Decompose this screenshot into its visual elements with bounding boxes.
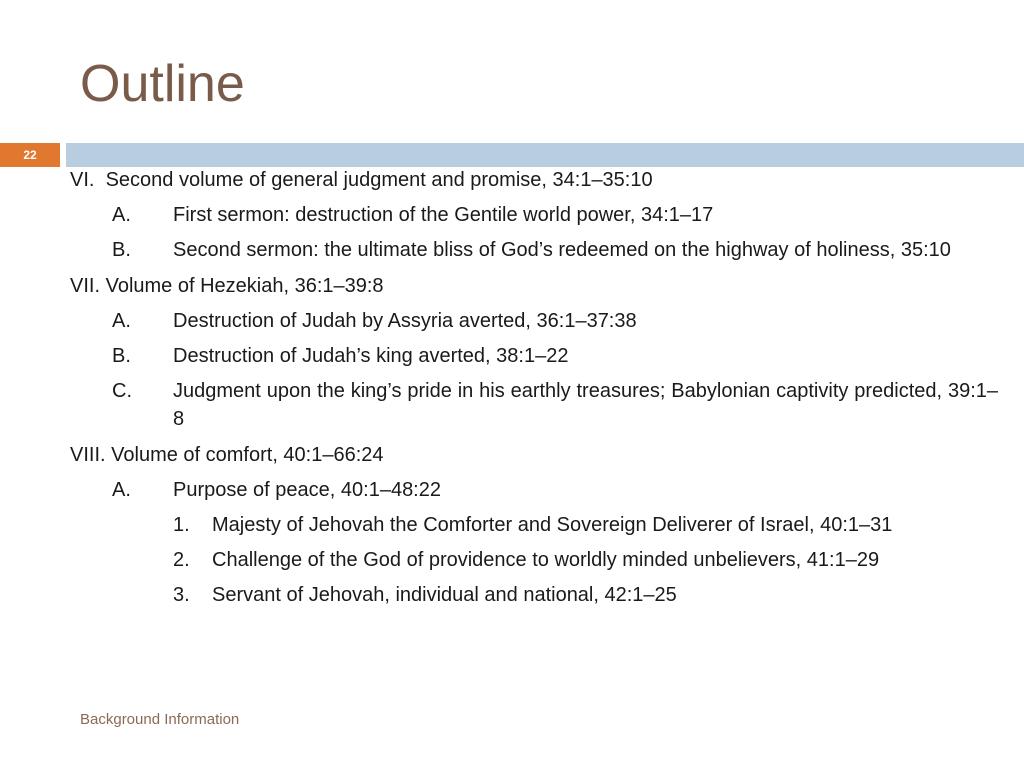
outline-text: Volume of comfort, 40:1–66:24 — [111, 444, 384, 466]
outline-label: A. — [112, 479, 131, 501]
outline-item-vi-a — [70, 201, 998, 229]
outline-item-viii-a-3 — [70, 581, 998, 609]
outline-label: B. — [112, 239, 131, 261]
outline-item-vi-b — [70, 236, 998, 264]
outline-item-vii-b — [70, 342, 998, 370]
outline-item-viii-a-1 — [70, 511, 998, 539]
outline-item-vii-a — [70, 307, 998, 335]
outline-text: Challenge of the God of providence to worldly minded unbelievers, 41:1–29 — [212, 549, 880, 571]
slide-number: 22 — [0, 143, 60, 167]
outline-label: C. — [112, 380, 132, 402]
outline-label: 3. — [173, 584, 190, 606]
outline-item-viii-a — [70, 476, 998, 504]
outline-text: Destruction of Judah’s king averted, 38:1–22 — [173, 345, 569, 367]
outline-label: A. — [112, 310, 131, 332]
outline-text: Destruction of Judah by Assyria averted, 36:1–37:38 — [173, 310, 637, 332]
outline-label: B. — [112, 345, 131, 367]
outline-text: Volume of Hezekiah, 36:1–39:8 — [105, 275, 384, 297]
outline-text: Purpose of peace, 40:1–48:22 — [173, 479, 441, 501]
outline-label: 2. — [173, 549, 190, 571]
outline-item-viii — [70, 441, 998, 469]
outline-label: A. — [112, 204, 131, 226]
slide-title: Outline — [80, 55, 245, 113]
outline-item-vii — [70, 272, 998, 300]
slide-footer: Background Information — [80, 711, 240, 728]
outline-label: VII. — [70, 275, 101, 297]
outline-list — [70, 166, 998, 609]
outline-label: 1. — [173, 514, 190, 536]
outline-text: Servant of Jehovah, individual and national, 42:1–25 — [212, 584, 677, 606]
outline-item-viii-a-2 — [70, 546, 998, 574]
outline-text: First sermon: destruction of the Gentile world power, 34:1–17 — [173, 204, 714, 226]
outline-text: Judgment upon the king’s pride in his earthly treasures; Babylonian captivity predicted, 39:1–8 — [173, 380, 998, 430]
outline-text: Second sermon: the ultimate bliss of God’s redeemed on the highway of holiness, 35:10 — [173, 239, 951, 261]
outline-text: Second volume of general judgment and promise, 34:1–35:10 — [105, 169, 653, 191]
outline-label: VIII. — [70, 444, 106, 466]
outline-text: Majesty of Jehovah the Comforter and Sovereign Deliverer of Israel, 40:1–31 — [212, 514, 893, 536]
outline-label: VI. — [70, 169, 95, 191]
outline-item-vii-c — [70, 377, 998, 433]
outline-item-vi — [70, 166, 998, 194]
header-bar — [66, 143, 1024, 167]
